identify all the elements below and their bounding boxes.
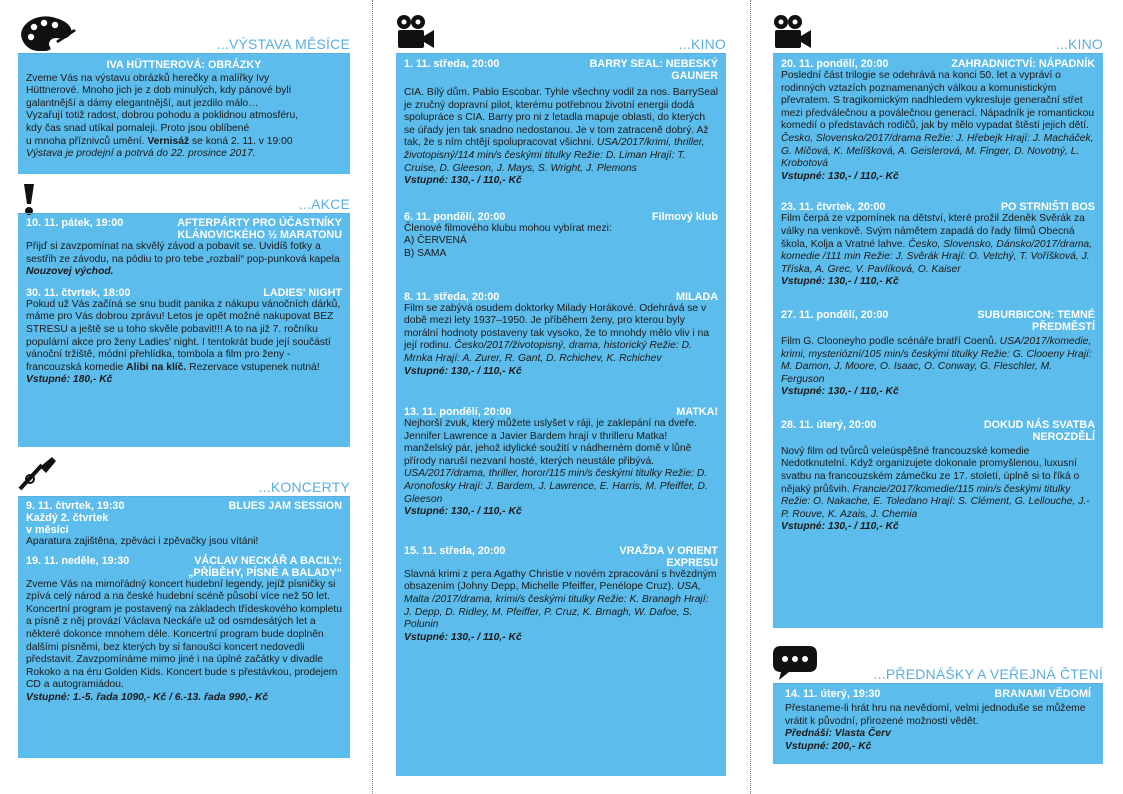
event-date: 10. 11. pátek, 19:00 xyxy=(26,217,124,229)
section-title: ...AKCE xyxy=(298,196,350,212)
event-description: Pokud už Vás začíná se snu budit panika z nákupu vánočních dárků, máme pro Vás dobrou zprávu! Letos je opět možné nakupovat BEZ STRESU a ještě se u toho skvěle pobavit!!! A to na již 7. ročníku populární akce pro ženy Ladies' night. I tentokrát bude její součástí vánoční tržiště, módní přehlídka, tombola a film pro ženy - francouzská komedie Alibi na klíč. Rezervace vstupenek nutná! xyxy=(26,298,341,373)
event-header xyxy=(26,217,342,241)
column-right xyxy=(773,0,1103,794)
section-header-akce xyxy=(18,184,350,214)
section-title: ...KONCERTY xyxy=(258,479,350,495)
palette-icon xyxy=(18,15,76,51)
film-description: Slavná krimi z pera Agathy Christie v novém zpracování s hvězdným obsazením (Johny Depp, Michelle Pfeiffer, Penélope Cruz). USA, Malta /2017/drama, krimi/s českými titulky Režie: K. Branagh Hrají: J. Depp, D. Ridley, M. Pfeiffer, P. Cruz, K. Brnagh, W. Dafoe, S. Polunin xyxy=(404,568,717,631)
film-header xyxy=(781,58,1095,70)
film-camera-icon xyxy=(396,14,436,50)
event-header xyxy=(26,500,342,536)
section-header-prednasky xyxy=(773,644,1103,684)
film-date: 13. 11. pondělí, 20:00 xyxy=(404,406,512,419)
film-header xyxy=(781,419,1095,443)
event-box-akce xyxy=(18,214,350,447)
film-title: BARRY SEAL: NEBESKÝ GAUNER xyxy=(589,58,718,82)
film-date: 1. 11. středa, 20:00 xyxy=(404,58,500,70)
event-box-koncerty xyxy=(18,497,350,758)
film-price: Vstupné: 130,- / 110,- Kč xyxy=(404,506,522,518)
speech-bubble-icon xyxy=(773,644,817,680)
event-header xyxy=(26,555,342,579)
event-box-vystava xyxy=(18,54,350,174)
section-rule xyxy=(18,496,350,497)
section-header-kino xyxy=(396,28,726,54)
film-price: Vstupné: 130,- / 110,- Kč xyxy=(781,521,899,533)
event-name: LADIES' NIGHT xyxy=(263,286,342,299)
film-title: SUBURBICON: TEMNÉ PŘEDMĚSTÍ xyxy=(977,308,1095,333)
event-name: AFTERPÁRTY PRO ÚČASTNÍKY KLÁNOVICKÉHO ½ MARATONU xyxy=(177,217,342,241)
event-price: Vstupné: 1.-5. řada 1090,- Kč / 6.-13. řada 990,- Kč xyxy=(26,691,269,703)
film-description: Členové filmového klubu mohou vybírat mezi: xyxy=(404,222,612,234)
film-description: Film se zabývá osudem doktorky Milady Horákové. Odehrává se v době mezi lety 1937–1950. Je příběhem ženy, pro kterou byly morální hodnoty postaveny tak vysoko, že to mnohdy mělo vliv i na její rodinu. Česko/2017/životopisný, drama, historický Režie: D. Mrnka Hrají: A. Zurer, R. Gant, D. Rchichev, K. Rchichev xyxy=(404,302,710,364)
film-header xyxy=(404,58,718,82)
event-description: Zveme Vás na mimořádný koncert hudební legendy, jejíž písničky si zpívá celý národ a na české hudební scéně působí více než 50 let. Koncertní program je postavený na základech třídeskového kompletu a písně z něj provází Václava Neckáře už od osmdesátých let a některé dokonce mnohem déle. Koncertní program bude doplněn dalšími písněmi, bez kterých by si fanoušci koncert nedovedli představit. Zavzpomínáme mimo jiné i na úplné začátky v divadle Rokoko a na éru Golden Kids. Koncert bude s přestávkou, prodejem CD a autogramiádou. xyxy=(26,578,342,691)
film-header xyxy=(781,309,1095,333)
film-header xyxy=(404,291,718,303)
section-title: ...VÝSTAVA MĚSÍCE xyxy=(216,36,350,52)
event-title: IVA HÜTTNEROVÁ: OBRÁZKY xyxy=(106,59,262,71)
film-price: Vstupné: 130,- / 110,- Kč xyxy=(781,386,899,398)
film-header xyxy=(781,201,1095,213)
film-date: 8. 11. středa, 20:00 xyxy=(404,290,500,303)
event-date: 14. 11. úterý, 19:30 xyxy=(785,688,881,700)
column-divider-left xyxy=(372,0,373,794)
film-title: VRAŽDA V ORIENT EXPRESU xyxy=(619,544,718,569)
film-price: Vstupné: 130,- / 110,- Kč xyxy=(781,276,899,288)
column-middle xyxy=(396,0,726,794)
film-price: Vstupné: 130,- / 110,- Kč xyxy=(404,365,522,377)
column-divider-right xyxy=(750,0,751,794)
section-title: ...KINO xyxy=(1055,36,1103,52)
section-rule xyxy=(18,53,350,54)
event-name: BRANAMI VĚDOMÍ xyxy=(994,688,1091,700)
film-description: CIA. Bílý dům. Pablo Escobar. Tyhle všechny vodil za nos. BarrySeal je zručný dopravní pilot, kterému potřebnou životní energii dodá spolupráce s CIA. Barry pro ni z letadla mapuje oblasti, do kterých se úřady jen tak snadno nedostanou. Je v tom zatraceně dobrý. Až tak, že s ním chtějí spolupracovat všichni. USA/2017/krimi, thriller, životopisný/114 min/s českými titulky Režie: D. Liman Hrají: T. Cruise, D. Gleeson, J. Mays, S. Wright, J. Plemons xyxy=(404,87,719,174)
section-rule xyxy=(18,213,350,214)
event-price: Vstupné: 180,- Kč xyxy=(26,374,113,386)
film-option: A) ČERVENÁ xyxy=(404,235,467,247)
film-description: Poslední část trilogie se odehrává na konci 50. let a vypráví o rodinných vztazích poznamenaných válkou a komunistickým převratem. S tragikomickým nadhledem vykresluje generační střet mezi předválečnou a poválečnou generací. Nápadník je romantickou komedií o představách rodičů, jak by mělo vypadat štěstí jejich dětí. Česko, Slovensko/2017/drama Režie: J. Hřebejk Hrají: J. Macháček, G. Míčová, K. Melíšková, A. Geislerová, M. Finger, D. Novotný, L. Krobotová xyxy=(781,70,1095,170)
film-header xyxy=(404,545,718,569)
film-list-box xyxy=(396,54,726,776)
exclamation-icon xyxy=(22,184,36,216)
film-title: ZAHRADNICTVÍ: NÁPADNÍK xyxy=(951,58,1095,70)
film-description: Film G. Clooneyho podle scénáře bratří Coenů. USA/2017/komedie, krimi, mysteriózní/105 min/s českými titulky Režie: G. Clooeny Hrají: M. Damon, J. Moore, O. Isaac, O. Conway, G. Fleschler, M. Ferguson xyxy=(781,335,1092,385)
film-title: Filmový klub xyxy=(652,210,718,223)
film-title: PO STRNIŠTI BOS xyxy=(1000,201,1095,214)
section-header-koncerty xyxy=(18,455,350,497)
event-name: BLUES JAM SESSION xyxy=(228,500,342,512)
film-description: Nejhorší zvuk, který můžete uslyšet v ráji, je zaklepání na dveře. Jennifer Lawrence a Javier Bardem hrají v thrilleru Matka! manželský pár, jehož idylické soužití v nádherném domě v lůně přírody naruší nezvaní hosté, kterých neustále přibývá. USA/2017/drama, thriller, horor/115 min/s českými titulky Režie: D. Aronofosky Hrají: J. Bardem, J. Lawrence, E. Harris, M. Pfeiffer, D. Gleeson xyxy=(404,418,708,505)
column-left xyxy=(18,0,350,794)
section-rule xyxy=(773,53,1103,54)
film-date: 6. 11. pondělí, 20:00 xyxy=(404,210,506,223)
film-date: 28. 11. úterý, 20:00 xyxy=(781,418,877,431)
film-camera-icon xyxy=(773,14,813,50)
event-box-prednasky xyxy=(773,684,1103,764)
film-price: Vstupné: 130,- / 110,- Kč xyxy=(404,175,522,187)
section-title: ...PŘEDNÁŠKY A VEŘEJNÁ ČTENÍ xyxy=(873,666,1103,682)
event-price: Vstupné: 200,- Kč xyxy=(785,740,872,752)
event-name: VÁCLAV NECKÁŘ A BACILY: „PŘÍBĚHY, PÍSNĚ A BALADY“ xyxy=(188,554,342,579)
event-description: Přestaneme-li hrát hru na nevědomí, velmi jednoduše se můžeme vrátit k původní, přirozené možnosti vědět. xyxy=(785,703,1086,727)
film-date: 15. 11. středa, 20:00 xyxy=(404,544,506,557)
film-description: Film čerpá ze vzpomínek na dětství, které prožil Zdeněk Svěrák za války na venkově. Svým námětem zapadá do řady filmů Obecná škola, Kolja a Vratné lahve. Česko, Slovensko, Dánsko/2017/drama, komedie /111 min Režie: J. Svěrák Hrají: O. Vetchý, T. Voříšková, J. Tříska, A. Grec, V. Pavlíková, O. Kaiser xyxy=(781,213,1092,275)
film-title: DOKUD NÁS SVATBA NEROZDĚLÍ xyxy=(983,418,1095,443)
film-header xyxy=(404,406,718,418)
event-date: 9. 11. čtvrtek, 19:30 Každý 2. čtvrtek v měsíci xyxy=(26,500,125,536)
trumpet-icon xyxy=(18,455,58,493)
event-header xyxy=(26,287,342,299)
section-header-vystava xyxy=(18,28,350,54)
film-price: Vstupné: 130,- / 110,- Kč xyxy=(404,631,522,643)
film-list-box xyxy=(773,54,1103,628)
event-note: Výstava je prodejní a potrvá do 22. prosince 2017. xyxy=(26,148,256,160)
section-rule xyxy=(773,683,1103,684)
section-title: ...KINO xyxy=(678,36,726,52)
event-date: 30. 11. čtvrtek, 18:00 xyxy=(26,286,131,299)
event-date: 19. 11. neděle, 19:30 xyxy=(26,554,130,567)
film-date: 23. 11. čtvrtek, 20:00 xyxy=(781,201,886,214)
event-description: Zveme Vás na výstavu obrázků herečky a malířky Ivy Hüttnerové. Mnoho jich je z dob minulých, kdy pánové byli galantnější a dámy elegantnější, aut jezdilo málo… Vyzařují totiž radost, dobrou pohodu a poklidnou atmosféru, kdy čas snad utíkal pomaleji. Proto jsou oblíbené u mnoha příznivců umění. Vernisáž se koná 2. 11. v 19:00 Výstava je prodejní a potrvá do 22. prosince 2017. xyxy=(26,72,299,160)
section-header-kino xyxy=(773,28,1103,54)
film-title: MILADA xyxy=(676,290,718,303)
film-date: 27. 11. pondělí, 20:00 xyxy=(781,308,889,321)
event-description: Přijď si zavzpomínat na skvělý závod a pobavit se. Uvidíš fotky a sestřih ze závodu, na pódiu to pro tebe „rozbalí“ pop-punková kapela Nouzovej východ. xyxy=(26,241,340,278)
film-option: B) SAMA xyxy=(404,247,447,259)
section-rule xyxy=(396,53,726,54)
film-price: Vstupné: 130,- / 110,- Kč xyxy=(781,170,899,182)
film-title: MATKA! xyxy=(676,406,718,419)
film-description: Nový film od tvůrců veleúspěšné francouzské komedie Nedotknutelní. Když organizujete dokonale promyšlenou, luxusní svatbu na francouzském zámečku ze 17. století, úplně si to říká o nějaký průšvih. Francie/2017/komedie/115 min/s českými titulky Režie: O. Nakache, E. Toledano Hrají: S. Clément, G. Lellouche, J.-P. Rouve, K. Azais, J. Chemia xyxy=(781,445,1090,520)
film-date: 20. 11. pondělí, 20:00 xyxy=(781,58,889,70)
film-header xyxy=(404,211,718,223)
event-speaker: Přednáší: Vlasta Červ xyxy=(785,728,891,740)
event-header xyxy=(785,688,1091,700)
event-description: Aparatura zajištěna, zpěváci i zpěvačky jsou vítáni! xyxy=(26,536,259,547)
